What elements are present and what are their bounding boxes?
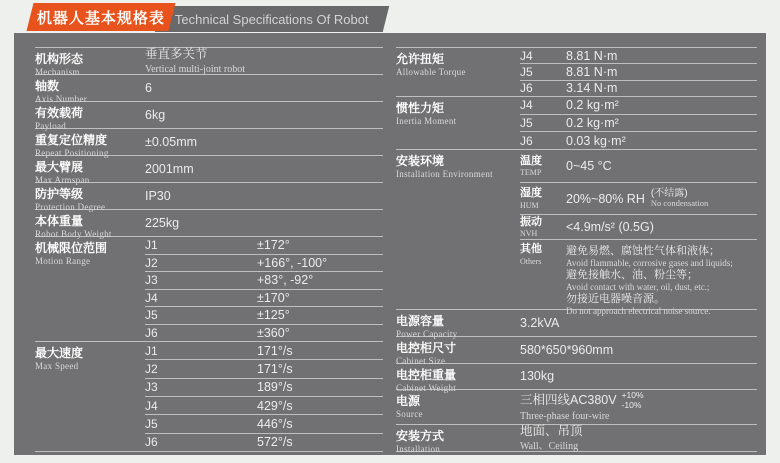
value-en: Vertical multi-joint robot — [145, 63, 245, 75]
inertia-table — [520, 97, 757, 149]
row-power-capacity — [396, 310, 757, 337]
label-zh: 惯性力矩 — [396, 101, 445, 115]
others-item-en: Do not approach electrical noise source. — [566, 306, 711, 317]
label-en: Max Speed — [35, 361, 79, 371]
tolerance-plus: +10% — [621, 389, 644, 400]
label-allowable-torque — [396, 48, 520, 96]
joint-row — [145, 342, 383, 360]
hum-note-zh: (不结露) — [650, 188, 688, 200]
joint-value: ±170° — [257, 290, 290, 305]
joint-row — [145, 237, 383, 255]
row-payload — [35, 102, 383, 129]
installation-value-zh: 地面、吊顶 — [520, 424, 583, 439]
label-zh: 电源容量 — [396, 314, 445, 328]
source-value-line — [520, 391, 757, 411]
joint-row — [145, 290, 383, 308]
joint-value: 8.81 N·m — [566, 48, 618, 63]
label-en: Motion Range — [35, 256, 91, 266]
joint-row — [520, 97, 757, 115]
value-text: 225kg — [145, 215, 180, 230]
torque-table — [520, 48, 757, 96]
label-protection-degree — [35, 183, 145, 212]
env-sublabel-nvh — [520, 216, 566, 239]
label-en: Protection Degree — [35, 202, 106, 212]
sublabel-zh: 湿度 — [520, 187, 542, 200]
value-mechanism — [145, 48, 383, 74]
label-max-speed — [35, 342, 145, 451]
sublabel-zh: 振动 — [520, 215, 542, 228]
joint-row — [520, 132, 757, 149]
joint-name: J4 — [145, 290, 158, 305]
sublabel-en: HUM — [520, 200, 539, 210]
row-max-speed — [35, 342, 383, 452]
label-en: Repeat Positioning — [35, 148, 109, 158]
motion-range-table — [145, 237, 383, 341]
env-row-nvh — [520, 215, 757, 240]
value-text: IP30 — [145, 188, 171, 203]
label-en: Payload — [35, 121, 67, 131]
row-axis-number — [35, 75, 383, 102]
label-zh: 机械限位范围 — [35, 241, 108, 255]
others-item — [566, 269, 757, 293]
value-text: 6kg — [145, 107, 166, 122]
row-power-source — [396, 390, 757, 425]
value-text: 2001mm — [145, 161, 194, 176]
joint-value: ±360° — [257, 325, 290, 340]
label-inertia-moment — [396, 97, 520, 149]
row-protection-degree — [35, 183, 383, 210]
label-en: Robot Body Weight — [35, 229, 112, 239]
label-en: Max Armspan — [35, 175, 90, 185]
label-en: Allowable Torque — [396, 67, 466, 77]
value-power-source — [520, 390, 757, 424]
joint-name: J6 — [520, 133, 533, 148]
label-cabinet-size — [396, 337, 520, 366]
row-repeat-positioning — [35, 129, 383, 156]
label-body-weight — [35, 210, 145, 239]
env-sublabel-others — [520, 243, 566, 266]
joint-name: J1 — [145, 238, 158, 253]
label-zh: 电源 — [396, 394, 421, 408]
label-zh: 电控柜尺寸 — [396, 341, 457, 355]
spec-column-right — [396, 47, 757, 452]
label-installation — [396, 425, 520, 454]
label-en: Power Capacity — [396, 329, 458, 339]
label-en: Mechanism — [35, 67, 80, 77]
tolerance-minus: -10% — [621, 399, 642, 410]
joint-row — [145, 379, 383, 397]
row-motion-range — [35, 237, 383, 342]
installation-value-en: Wall、Ceiling — [520, 440, 579, 452]
joint-name: J6 — [145, 435, 158, 450]
joint-row — [520, 48, 757, 64]
joint-name: J5 — [520, 116, 533, 130]
value-text: 580*650*960mm — [520, 342, 614, 357]
value-text: 3.2kVA — [520, 315, 560, 330]
label-en: Cabinet Size — [396, 356, 446, 366]
label-power-capacity — [396, 310, 520, 339]
others-item-zh: 勿接近电器噪音源。 — [566, 292, 665, 305]
others-item-zh: 避免易燃、腐蚀性气体和液体； — [566, 245, 720, 257]
label-mechanism — [35, 48, 145, 77]
joint-value: 189°/s — [257, 380, 293, 395]
source-value-zh: 三相四线AC380V — [520, 393, 617, 408]
joint-row — [145, 415, 383, 433]
env-sublabel-hum — [520, 187, 566, 210]
label-zh: 防护等级 — [35, 187, 84, 201]
label-en: Source — [396, 409, 423, 419]
row-inertia-moment — [396, 97, 757, 150]
joint-value: 446°/s — [257, 416, 293, 431]
joint-row — [520, 81, 757, 96]
label-zh: 最大速度 — [35, 346, 84, 360]
hum-note-en: No condensation — [650, 198, 709, 209]
row-cabinet-size — [396, 337, 757, 364]
env-value-hum — [566, 188, 757, 208]
label-zh: 重复定位精度 — [35, 133, 108, 147]
env-value-temp: 0~45 °C — [566, 159, 612, 173]
label-zh: 本体重量 — [35, 214, 84, 228]
value-text: 130kg — [520, 369, 555, 384]
joint-name: J5 — [145, 416, 158, 431]
joint-row — [145, 325, 383, 342]
value-text: 6 — [145, 80, 152, 95]
hum-note — [651, 188, 708, 208]
sublabel-en: TEMP — [520, 168, 542, 178]
row-allowable-torque — [396, 48, 757, 97]
joint-value: 0.2 kg·m² — [566, 98, 619, 113]
joint-row — [145, 434, 383, 451]
joint-value: 171°/s — [257, 361, 293, 376]
joint-row — [520, 64, 757, 80]
joint-value: 429°/s — [257, 398, 293, 413]
label-motion-range — [35, 237, 145, 341]
label-en: Axis Number — [35, 94, 88, 104]
label-cabinet-weight — [396, 364, 520, 393]
joint-name: J4 — [520, 98, 533, 113]
joint-name: J3 — [145, 273, 158, 288]
value-zh: 垂直多关节 — [145, 47, 208, 62]
joint-value: +166°, -100° — [257, 255, 328, 270]
value-text: ±0.05mm — [145, 134, 198, 149]
joint-row — [145, 272, 383, 290]
others-item-en: Avoid contact with water, oil, dust, etc.; — [566, 282, 710, 293]
env-sublabel-temp — [520, 155, 566, 178]
joint-name: J4 — [520, 48, 533, 63]
env-row-hum — [520, 183, 757, 215]
title-zh: 机器人基本规格表 — [36, 9, 165, 27]
label-en: Inertia Moment — [396, 116, 457, 126]
title-banner-en — [155, 6, 389, 32]
spec-columns — [35, 47, 757, 452]
label-zh: 机构形态 — [35, 52, 84, 66]
spec-column-left — [35, 47, 383, 452]
env-row-temp — [520, 150, 757, 183]
environment-table — [520, 150, 757, 317]
label-power-source — [396, 390, 520, 424]
joint-value: 0.2 kg·m² — [566, 116, 619, 130]
env-row-others — [520, 240, 757, 317]
row-max-armspan — [35, 156, 383, 183]
label-zh: 有效载荷 — [35, 106, 84, 120]
value-cabinet-size — [520, 337, 757, 363]
joint-row — [145, 307, 383, 325]
label-payload — [35, 102, 145, 131]
title-en: Technical Specifications Of Robot — [175, 11, 369, 27]
joint-row — [520, 115, 757, 133]
joint-value: 171°/s — [257, 343, 293, 358]
others-item-en: Avoid flammable, corrosive gases and liquids; — [566, 258, 733, 269]
joint-value: 8.81 N·m — [566, 64, 618, 79]
joint-value: ±172° — [257, 238, 290, 253]
label-repeat-positioning — [35, 129, 145, 158]
label-max-armspan — [35, 156, 145, 185]
joint-name: J5 — [520, 64, 533, 79]
joint-value: ±125° — [257, 308, 290, 323]
label-axis-number — [35, 75, 145, 104]
env-value-nvh: <4.9m/s² (0.5G) — [566, 220, 654, 234]
label-zh: 安装方式 — [396, 429, 445, 443]
label-en: Installation — [396, 444, 441, 454]
joint-value: 3.14 N·m — [566, 81, 618, 96]
row-body-weight — [35, 210, 383, 237]
joint-value: 0.03 kg·m² — [566, 133, 626, 148]
sublabel-zh: 其他 — [520, 243, 542, 255]
label-zh: 最大臂展 — [35, 160, 84, 174]
joint-name: J6 — [145, 325, 158, 340]
joint-name: J2 — [145, 361, 158, 376]
joint-value: +83°, -92° — [257, 273, 314, 288]
value-body-weight — [145, 210, 383, 236]
value-payload — [145, 102, 383, 128]
value-protection-degree — [145, 183, 383, 209]
joint-name: J4 — [145, 398, 158, 413]
joint-row — [145, 397, 383, 415]
source-tolerance — [622, 391, 644, 411]
label-en: Cabinet Weight — [396, 383, 457, 393]
hum-value: 20%~80% RH — [566, 191, 645, 206]
label-installation-environment — [396, 150, 520, 309]
joint-name: J2 — [145, 255, 158, 270]
joint-name: J3 — [145, 380, 158, 395]
joint-row — [145, 255, 383, 273]
row-installation — [396, 425, 757, 452]
sublabel-en: NVH — [520, 229, 538, 239]
others-item-zh: 避免接触水、油、粉尘等； — [566, 268, 698, 281]
sublabel-en: Others — [520, 256, 542, 266]
others-list — [566, 243, 757, 320]
value-power-capacity — [520, 310, 757, 336]
label-en: Installation Environment — [396, 169, 493, 179]
title-banner-zh — [27, 3, 176, 31]
label-zh: 电控柜重量 — [396, 368, 457, 382]
joint-name: J1 — [145, 343, 158, 358]
value-cabinet-weight — [520, 364, 757, 389]
sublabel-zh: 温度 — [520, 154, 542, 167]
value-axis-number — [145, 75, 383, 101]
label-zh: 轴数 — [35, 79, 60, 93]
max-speed-table — [145, 342, 383, 451]
value-installation — [520, 425, 757, 451]
source-value-en: Three-phase four-wire — [520, 411, 610, 423]
row-installation-environment — [396, 150, 757, 317]
joint-value: 572°/s — [257, 435, 293, 450]
others-item — [566, 245, 757, 269]
value-max-armspan — [145, 156, 383, 182]
label-zh: 允许扭矩 — [396, 52, 445, 66]
row-cabinet-weight — [396, 364, 757, 393]
joint-name: J5 — [145, 308, 158, 323]
row-mechanism — [35, 48, 383, 75]
value-repeat-positioning — [145, 129, 383, 155]
label-zh: 安装环境 — [396, 154, 445, 168]
spec-panel — [14, 33, 766, 455]
joint-row — [145, 360, 383, 378]
joint-name: J6 — [520, 81, 533, 96]
